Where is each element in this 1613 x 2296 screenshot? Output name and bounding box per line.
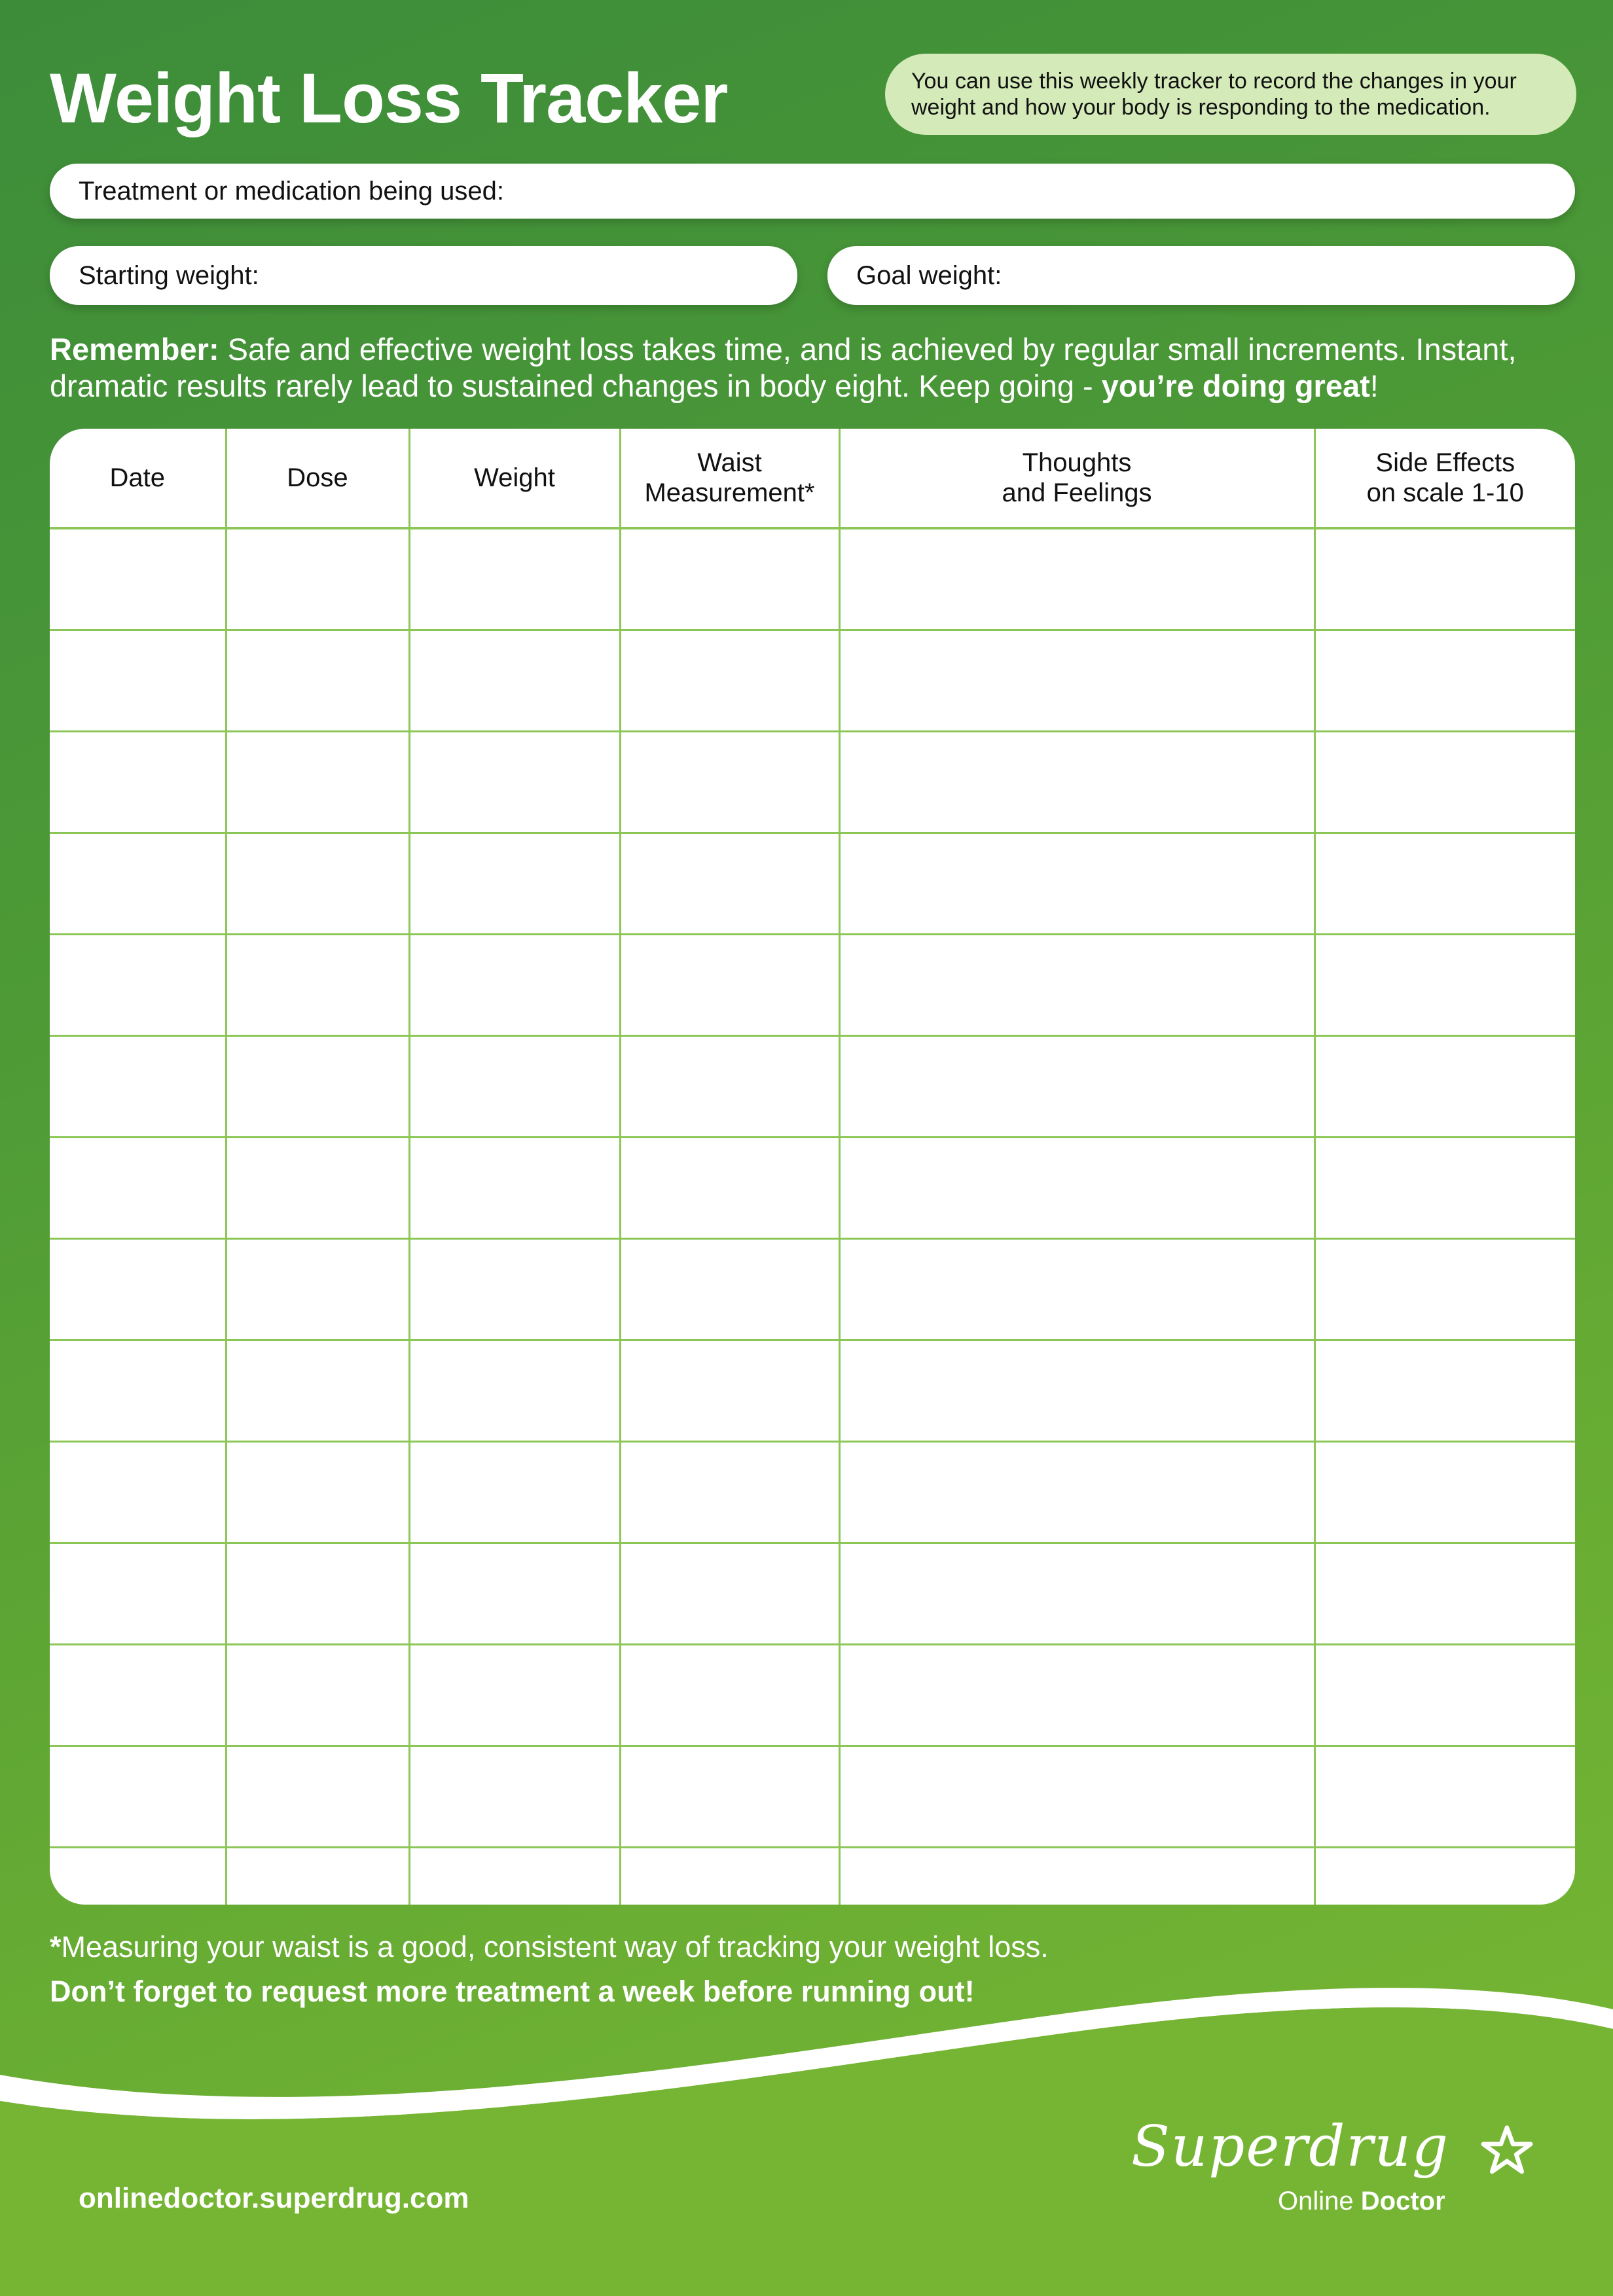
- table-cell[interactable]: [1314, 1543, 1575, 1645]
- table-row: [50, 1239, 1575, 1340]
- column-header: Date: [50, 429, 226, 528]
- table-cell[interactable]: [226, 732, 409, 833]
- table-cell[interactable]: [409, 1442, 620, 1543]
- table-cell[interactable]: [1314, 935, 1575, 1036]
- table-cell[interactable]: [620, 1340, 839, 1442]
- table-cell[interactable]: [50, 1543, 226, 1645]
- table-cell[interactable]: [409, 1848, 620, 1905]
- table-cell[interactable]: [620, 935, 839, 1036]
- table-row: [50, 1848, 1575, 1905]
- table-cell[interactable]: [620, 1239, 839, 1340]
- table-cell[interactable]: [226, 1138, 409, 1239]
- table-cell[interactable]: [1314, 1138, 1575, 1239]
- remember-note: [50, 331, 1575, 404]
- table-cell[interactable]: [839, 1746, 1314, 1848]
- remember-end: !: [1369, 368, 1379, 403]
- brand-subtitle: [1278, 2185, 1445, 2217]
- table-cell[interactable]: [839, 1645, 1314, 1746]
- table-cell[interactable]: [1314, 1239, 1575, 1340]
- table-cell[interactable]: [1314, 630, 1575, 732]
- table-cell[interactable]: [226, 528, 409, 630]
- table-row: [50, 935, 1575, 1036]
- remember-lead: Remember:: [50, 332, 219, 367]
- table-cell[interactable]: [1314, 732, 1575, 833]
- footnote-asterisk: *: [50, 1930, 62, 1964]
- table-cell[interactable]: [409, 1239, 620, 1340]
- table-cell[interactable]: [50, 1645, 226, 1746]
- table-cell[interactable]: [839, 1340, 1314, 1442]
- table-cell[interactable]: [620, 1036, 839, 1138]
- column-header: Weight: [409, 429, 620, 528]
- table-cell[interactable]: [839, 935, 1314, 1036]
- table-cell[interactable]: [50, 833, 226, 935]
- table-row: [50, 1340, 1575, 1442]
- table-cell[interactable]: [409, 935, 620, 1036]
- table-cell[interactable]: [50, 935, 226, 1036]
- table-row: [50, 833, 1575, 935]
- table-cell[interactable]: [226, 1239, 409, 1340]
- remember-emphasis: you’re doing great: [1101, 368, 1370, 403]
- table-cell[interactable]: [226, 1340, 409, 1442]
- table-cell[interactable]: [409, 1645, 620, 1746]
- table-cell[interactable]: [226, 1645, 409, 1746]
- table-cell[interactable]: [1314, 833, 1575, 935]
- table-cell[interactable]: [50, 732, 226, 833]
- table-cell[interactable]: [409, 630, 620, 732]
- table-cell[interactable]: [50, 1340, 226, 1442]
- table-cell[interactable]: [50, 528, 226, 630]
- table-cell[interactable]: [409, 833, 620, 935]
- table-cell[interactable]: [409, 1746, 620, 1848]
- website-url[interactable]: onlinedoctor.superdrug.com: [79, 2182, 469, 2214]
- column-header: Thoughts and Feelings: [839, 429, 1314, 528]
- intro-note: You can use this weekly tracker to record the changes in your weight and how your body is responding to the medication.: [885, 54, 1576, 135]
- table-row: [50, 630, 1575, 732]
- table-cell[interactable]: [50, 1848, 226, 1905]
- waist-footnote: [50, 1929, 1049, 1965]
- treatment-reminder: Don’t forget to request more treatment a week before running out!: [50, 1975, 975, 2008]
- table-cell[interactable]: [620, 833, 839, 935]
- sub-brand-online: Online: [1278, 2187, 1354, 2215]
- table-cell[interactable]: [620, 732, 839, 833]
- table-cell[interactable]: [620, 528, 839, 630]
- remember-body: Safe and effective weight loss takes time, and is achieved by regular small increments. Instant, dramatic results rarely lead to sustained changes in body eight. Keep going -: [50, 332, 1517, 403]
- table-cell[interactable]: [226, 1746, 409, 1848]
- table-cell[interactable]: [226, 833, 409, 935]
- table-cell[interactable]: [409, 732, 620, 833]
- starting-weight-field[interactable]: [50, 246, 797, 305]
- table-row: [50, 1036, 1575, 1138]
- table-cell[interactable]: [839, 1138, 1314, 1239]
- starting-weight-label: Starting weight:: [79, 261, 259, 290]
- table-row: [50, 1543, 1575, 1645]
- brand-wordmark: Superdrug: [1131, 2114, 1449, 2179]
- table-cell[interactable]: [620, 1138, 839, 1239]
- table-cell[interactable]: [1314, 1442, 1575, 1543]
- column-header: Side Effects on scale 1-10: [1314, 429, 1575, 528]
- table-cell[interactable]: [226, 630, 409, 732]
- table-cell[interactable]: [839, 630, 1314, 732]
- treatment-label: Treatment or medication being used:: [79, 177, 504, 206]
- table-cell[interactable]: [839, 1543, 1314, 1645]
- column-header: Waist Measurement*: [620, 429, 839, 528]
- superdrug-logo: [1126, 2114, 1545, 2225]
- table-cell[interactable]: [50, 1442, 226, 1543]
- star-outline-icon: [1479, 2123, 1534, 2178]
- table-cell[interactable]: [226, 1848, 409, 1905]
- page-title: Weight Loss Tracker: [50, 58, 728, 137]
- table-cell[interactable]: [50, 1239, 226, 1340]
- table-cell[interactable]: [620, 1543, 839, 1645]
- table-header-row: [50, 429, 1575, 528]
- table-cell[interactable]: [50, 1746, 226, 1848]
- table-row: [50, 1645, 1575, 1746]
- table-row: [50, 1138, 1575, 1239]
- goal-weight-label: Goal weight:: [856, 261, 1002, 290]
- table-cell[interactable]: [226, 1543, 409, 1645]
- table-cell[interactable]: [839, 1239, 1314, 1340]
- table-cell[interactable]: [1314, 1848, 1575, 1905]
- tracker-table: [50, 429, 1575, 1905]
- table-cell[interactable]: [226, 1036, 409, 1138]
- table-cell[interactable]: [620, 1442, 839, 1543]
- table-body: [50, 528, 1575, 1905]
- table-cell[interactable]: [50, 1036, 226, 1138]
- sub-brand-doctor: Doctor: [1360, 2187, 1445, 2215]
- table-cell[interactable]: [620, 1645, 839, 1746]
- table-cell[interactable]: [226, 935, 409, 1036]
- table-cell[interactable]: [620, 1746, 839, 1848]
- table-cell[interactable]: [839, 528, 1314, 630]
- table-cell[interactable]: [409, 1138, 620, 1239]
- table-cell[interactable]: [409, 1036, 620, 1138]
- table-cell[interactable]: [620, 1848, 839, 1905]
- table-cell[interactable]: [839, 833, 1314, 935]
- table-cell[interactable]: [839, 1848, 1314, 1905]
- table-row: [50, 732, 1575, 833]
- table-cell[interactable]: [50, 1138, 226, 1239]
- table-row: [50, 1442, 1575, 1543]
- table-cell[interactable]: [839, 1036, 1314, 1138]
- table-cell[interactable]: [1314, 1036, 1575, 1138]
- table-cell[interactable]: [839, 732, 1314, 833]
- treatment-field[interactable]: [50, 164, 1575, 219]
- column-header: Dose: [226, 429, 409, 528]
- table-cell[interactable]: [1314, 1340, 1575, 1442]
- goal-weight-field[interactable]: [827, 246, 1575, 305]
- table-cell[interactable]: [620, 630, 839, 732]
- table-cell[interactable]: [409, 528, 620, 630]
- table-row: [50, 1746, 1575, 1848]
- table-cell[interactable]: [1314, 528, 1575, 630]
- table-cell[interactable]: [409, 1543, 620, 1645]
- table-cell[interactable]: [1314, 1746, 1575, 1848]
- table-cell[interactable]: [1314, 1645, 1575, 1746]
- table-cell[interactable]: [409, 1340, 620, 1442]
- table-cell[interactable]: [226, 1442, 409, 1543]
- table-cell[interactable]: [50, 630, 226, 732]
- table-row: [50, 528, 1575, 630]
- table-cell[interactable]: [839, 1442, 1314, 1543]
- footnote-text: Measuring your waist is a good, consistent way of tracking your weight loss.: [61, 1930, 1049, 1964]
